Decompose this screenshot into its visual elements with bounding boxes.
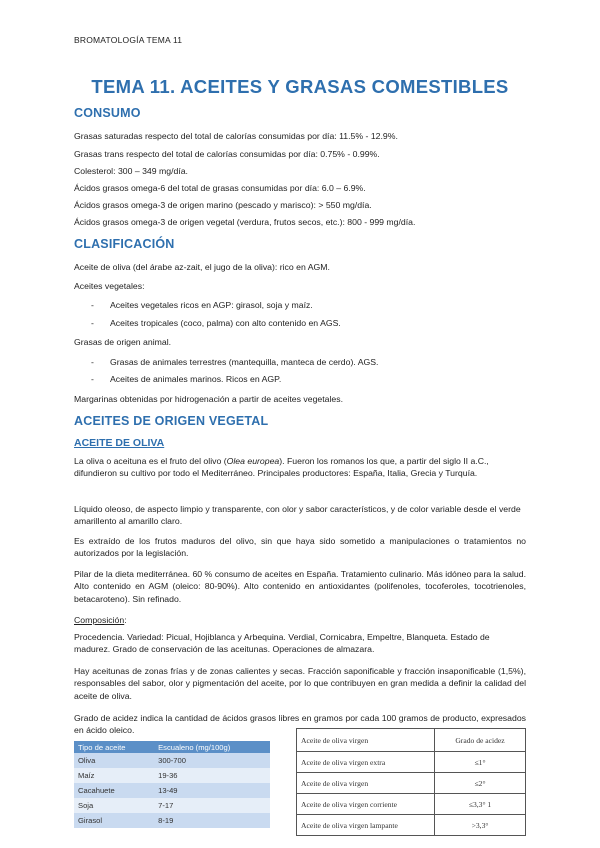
list-item: - Aceites de animales marinos. Ricos en AGP. <box>91 374 282 384</box>
table-cell: Maíz <box>74 768 154 783</box>
list-item: - Aceites vegetales ricos en AGP: girasol, soja y maíz. <box>91 300 313 310</box>
table-cell: 7-17 <box>154 798 270 813</box>
table-cell: Aceite de oliva virgen extra <box>297 752 435 773</box>
consumo-line: Ácidos grasos omega-3 de origen marino (pescado y marisco): > 550 mg/día. <box>74 200 372 210</box>
list-item-text: Aceites tropicales (coco, palma) con alto contenido en AGS. <box>110 318 341 328</box>
table-cell: 300-700 <box>154 753 270 768</box>
oliva-paragraph-2: Líquido oleoso, de aspecto limpio y transparente, con olor y sabor característicos, y de color variable desde el verde amarillento al amarillo claro. <box>74 504 521 527</box>
table-cell: Aceite de oliva virgen corriente <box>297 794 435 815</box>
oliva-paragraph-7: Grado de acidez indica la cantidad de ácidos grasos libres en gramos por cada 100 gramos de producto, expresados en ácido oleico. <box>74 713 526 736</box>
aceite-oliva-subheading: ACEITE DE OLIVA <box>74 437 165 449</box>
vegetales-label: Aceites vegetales: <box>74 281 145 291</box>
table-cell: Aceite de oliva virgen <box>297 773 435 794</box>
table-cell: ≤2° <box>435 773 526 794</box>
table-row <box>74 753 270 768</box>
table-cell: Soja <box>74 798 154 813</box>
table-row <box>74 813 270 828</box>
table-row <box>74 798 270 813</box>
oliva-paragraph-5: Procedencia. Variedad: Picual, Hojiblanca y Arbequina. Verdial, Cornicabra, Empeltre, Blanqueta. Estado de madurez. Grado de conservación de las aceitunas. Operaciones de almazara. <box>74 632 490 655</box>
p1-text: La oliva o aceituna es el fruto del olivo ( <box>74 456 227 466</box>
oliva-paragraph-1 <box>74 455 526 480</box>
species-name: Olea europea <box>226 456 280 466</box>
running-head: BROMATOLOGÍA TEMA 11 <box>74 35 183 45</box>
table-row <box>74 783 270 798</box>
list-item-text: Aceites vegetales ricos en AGP: girasol, soja y maíz. <box>110 300 313 310</box>
consumo-line: Grasas trans respecto del total de calorías consumidas por día: 0.75% - 0.99%. <box>74 149 380 159</box>
table-cell: ≤1° <box>435 752 526 773</box>
vegetal-heading: ACEITES DE ORIGEN VEGETAL <box>74 414 269 428</box>
escualeno-table <box>74 741 270 828</box>
oliva-paragraph-6: Hay aceitunas de zonas frías y de zonas calientes y secas. Fracción saponificable y fracción insaponificable (1,5%), responsables del sabor, olor y pigmentación del aceite, por lo que contribuyen en gran medida a definir la calidad del aceite de oliva. <box>74 666 526 701</box>
clasificacion-oliva: Aceite de oliva (del árabe az-zait, el jugo de la oliva): rico en AGM. <box>74 262 330 272</box>
oliva-paragraph-4: Pilar de la dieta mediterránea. 60 % consumo de aceites en España. Tratamiento culinario. Más idóneo para la salud. Alto contenido en AGM (oleico: 80-90%). Alto contenido en antioxidantes (polifenoles, tocoferoles, tocotrienoles, betacaroteno). Sin refinado. <box>74 569 526 604</box>
clasificacion-heading: CLASIFICACIÓN <box>74 237 175 251</box>
table-cell: Aceite de oliva virgen lampante <box>297 815 435 836</box>
list-item: - Aceites tropicales (coco, palma) con alto contenido en AGS. <box>91 318 341 328</box>
table-row <box>297 794 526 815</box>
table-cell: 8-19 <box>154 813 270 828</box>
table-cell: Oliva <box>74 753 154 768</box>
table-row <box>297 815 526 836</box>
consumo-heading: CONSUMO <box>74 106 141 120</box>
p1-text: ). Fueron los romanos los que, a partir del siglo II a.C., difundieron su cultivo por todo el Mediterráneo. Principales productores: España, Italia, Grecia y Turquía. <box>74 456 489 479</box>
table-header-row <box>297 729 526 752</box>
table-header-row <box>74 741 270 753</box>
table-header-cell: Tipo de aceite <box>74 741 154 753</box>
table-cell: Cacahuete <box>74 783 154 798</box>
table-cell: ≤3,3° 1 <box>435 794 526 815</box>
acidez-table <box>296 728 526 836</box>
page-title: TEMA 11. ACEITES Y GRASAS COMESTIBLES <box>91 76 509 97</box>
table-cell: >3,3° <box>435 815 526 836</box>
consumo-line: Colesterol: 300 – 349 mg/día. <box>74 166 188 176</box>
table-header-cell: Escualeno (mg/100g) <box>154 741 270 753</box>
table-cell: Girasol <box>74 813 154 828</box>
table-row <box>297 752 526 773</box>
consumo-line: Grasas saturadas respecto del total de calorías consumidas por día: 11.5% - 12.9%. <box>74 131 398 141</box>
composicion-text: Composición <box>74 615 125 625</box>
list-item-text: Grasas de animales terrestres (mantequilla, manteca de cerdo). AGS. <box>110 357 379 367</box>
list-item-text: Aceites de animales marinos. Ricos en AGP. <box>110 374 282 384</box>
consumo-line: Ácidos grasos omega-6 del total de grasas consumidas por día: 6.0 – 6.9%. <box>74 183 366 193</box>
table-header-cell: Aceite de oliva virgen <box>297 729 435 752</box>
list-item: - Grasas de animales terrestres (mantequilla, manteca de cerdo). AGS. <box>91 357 379 367</box>
table-header-cell: Grado de acidez <box>435 729 526 752</box>
margarinas-text: Margarinas obtenidas por hidrogenación a partir de aceites vegetales. <box>74 394 343 404</box>
table-row <box>297 773 526 794</box>
table-cell: 13-49 <box>154 783 270 798</box>
composicion-colon: : <box>124 615 127 625</box>
table-cell: 19-36 <box>154 768 270 783</box>
oliva-paragraph-3: Es extraído de los frutos maduros del olivo, sin que haya sido sometido a manipulaciones o tratamientos no autorizados por la legislación. <box>74 536 526 559</box>
composicion-label <box>74 614 526 626</box>
table-row <box>74 768 270 783</box>
consumo-line: Ácidos grasos omega-3 de origen vegetal (verdura, frutos secos, etc.): 800 - 999 mg/día. <box>74 217 416 227</box>
animal-label: Grasas de origen animal. <box>74 337 172 347</box>
